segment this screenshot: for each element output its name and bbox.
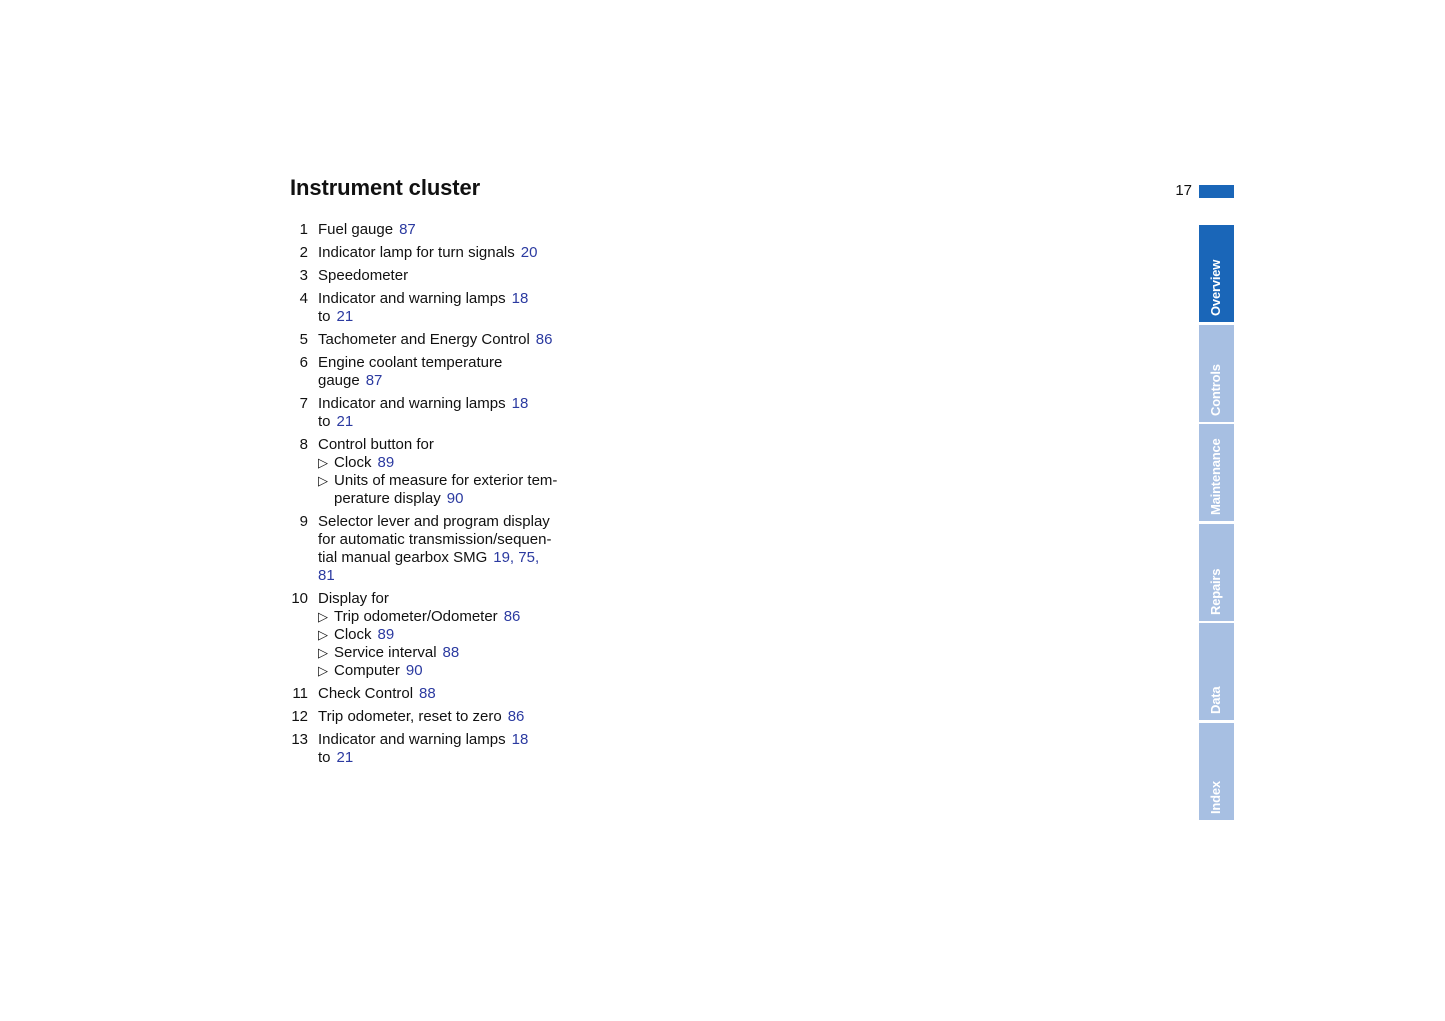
tab-controls[interactable] [1199,325,1234,422]
legend-subitem [318,626,610,644]
legend-line [318,331,610,349]
legend-line-text: Selector lever and program display [318,513,550,530]
legend-item-number: 9 [299,513,308,530]
legend-line [318,413,610,431]
legend-line [318,549,610,567]
legend-line-text: Display for [318,590,389,607]
legend-line-text: Indicator and warning lamps [318,290,506,307]
legend-line [318,685,610,703]
page-reference-link[interactable]: 21 [336,413,354,430]
legend-line [318,395,610,413]
legend-line-text: tial manual gearbox SMG [318,549,488,566]
legend-line [318,731,610,749]
legend-subitem [318,662,610,680]
triangle-bullet-icon: ▷ [318,627,328,642]
page-reference-link[interactable]: 87 [365,372,383,389]
legend-line [318,436,610,454]
legend-line-text: Engine coolant temperature [318,354,503,371]
triangle-bullet-icon: ▷ [318,645,328,660]
legend-line-text: to [318,413,331,430]
legend-line [334,644,610,662]
legend-item [290,590,610,680]
legend-line [318,372,610,390]
legend-item-number: 4 [299,290,308,307]
page-reference-link[interactable]: 20 [520,244,538,261]
legend-line [318,567,610,585]
legend-line [318,221,610,239]
legend-line-text: perature display [334,490,441,507]
legend-line-text: Trip odometer, reset to zero [318,708,502,725]
legend-item [290,267,610,285]
legend-line-text: Check Control [318,685,414,702]
page-reference-link[interactable]: 19, 75, [493,549,540,566]
instrument-legend-list [290,221,610,772]
page-number: 17 [1175,182,1192,199]
page-reference-link[interactable]: 90 [446,490,464,507]
legend-line [334,490,610,508]
page-reference-link[interactable]: 18 [511,731,529,748]
legend-item-number: 8 [299,436,308,453]
page-reference-link[interactable]: 86 [535,331,553,348]
page-reference-link[interactable]: 88 [419,685,436,702]
legend-item-number: 12 [291,708,308,725]
legend-item-number: 3 [299,267,308,284]
legend-item [290,395,610,431]
legend-line [318,749,610,767]
legend-item-number: 2 [299,244,308,261]
legend-line [334,454,610,472]
legend-line-text: Trip odometer/Odometer [334,608,498,625]
page-reference-link[interactable]: 89 [377,454,395,471]
page-reference-link[interactable]: 21 [336,308,354,325]
legend-line-text: Indicator and warning lamps [318,731,506,748]
legend-line [334,472,610,490]
page-title: Instrument cluster [290,175,481,200]
legend-item [290,354,610,390]
legend-subitem [318,644,610,662]
legend-line [334,608,610,626]
page-reference-link[interactable]: 18 [511,290,529,307]
tab-repairs[interactable] [1199,524,1234,621]
tab-label: Maintenance [1207,438,1223,515]
page-reference-link[interactable]: 88 [442,644,460,661]
legend-line-text: Clock [334,626,372,643]
page-reference-link[interactable]: 18 [511,395,529,412]
legend-item [290,436,610,508]
legend-line [318,354,610,372]
tab-label: Overview [1207,259,1223,316]
tab-overview[interactable] [1199,225,1234,322]
legend-subitem [318,454,610,472]
page-reference-link[interactable]: 90 [405,662,423,679]
page-marker [1199,185,1234,198]
tab-index[interactable] [1199,723,1234,820]
legend-line [318,244,610,262]
legend-line-text: to [318,749,331,766]
tab-maintenance[interactable] [1199,424,1234,521]
page-reference-link[interactable]: 86 [507,708,525,725]
legend-item-number: 11 [292,685,308,702]
legend-line [318,531,610,549]
legend-line-text: Indicator lamp for turn signals [318,244,515,261]
legend-item [290,708,610,726]
legend-line [318,590,610,608]
tab-label: Controls [1207,363,1223,416]
legend-line [318,708,610,726]
page-reference-link[interactable]: 21 [336,749,354,766]
page-reference-link[interactable]: 81 [318,567,335,584]
legend-line-text: Speedometer [318,267,409,284]
tab-label: Repairs [1207,568,1223,615]
legend-item [290,685,610,703]
legend-line-text: Service interval [334,644,437,661]
legend-item-number: 6 [299,354,308,371]
legend-subitem [318,608,610,626]
legend-item [290,221,610,239]
legend-item [290,244,610,262]
page-reference-link[interactable]: 86 [503,608,521,625]
legend-line [334,662,610,680]
page-reference-link[interactable]: 89 [377,626,395,643]
legend-item-number: 10 [291,590,308,607]
legend-item-number: 7 [299,395,308,412]
legend-line-text: Units of measure for exterior tem- [334,472,558,489]
legend-line [318,267,610,285]
legend-line-text: Clock [334,454,372,471]
legend-line-text: Control button for [318,436,434,453]
legend-item [290,290,610,326]
legend-line [318,513,610,531]
legend-line [334,626,610,644]
legend-item-number: 13 [291,731,308,748]
legend-line-text: Indicator and warning lamps [318,395,506,412]
legend-line-text: Computer [334,662,400,679]
legend-line-text: Fuel gauge [318,221,394,238]
legend-item-number: 1 [299,221,308,238]
legend-line-text: for automatic transmission/sequen- [318,531,552,548]
legend-line-text: Tachometer and Energy Control [318,331,530,348]
triangle-bullet-icon: ▷ [318,609,328,624]
tab-data[interactable] [1199,623,1234,720]
triangle-bullet-icon: ▷ [318,473,328,488]
triangle-bullet-icon: ▷ [318,663,328,678]
tab-label: Data [1207,686,1223,714]
legend-line-text: to [318,308,331,325]
legend-subitem [318,472,610,508]
legend-item [290,513,610,585]
page-reference-link[interactable]: 87 [399,221,416,238]
legend-line [318,290,610,308]
legend-item [290,731,610,767]
tab-label: Index [1207,780,1223,814]
triangle-bullet-icon: ▷ [318,455,328,470]
legend-line-text: gauge [318,372,360,389]
legend-line [318,308,610,326]
legend-item-number: 5 [299,331,308,348]
legend-item [290,331,610,349]
